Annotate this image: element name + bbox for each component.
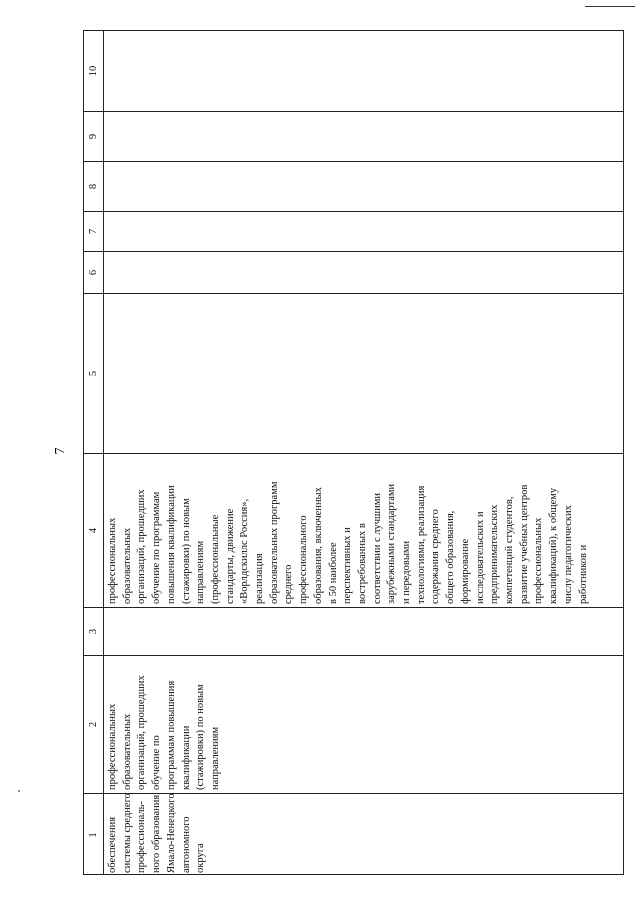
header-cell-9: 9 xyxy=(84,111,103,161)
header-cell-10: 10 xyxy=(88,65,99,77)
cell-text-line: зарубежными стандартами xyxy=(386,483,398,604)
header-cell-7: 7 xyxy=(84,211,103,251)
cell-text-line: образовательных xyxy=(121,713,133,790)
cell-text-line: (стажировки) по новым xyxy=(180,498,192,604)
cell-text-line: предпринимательских xyxy=(489,504,501,604)
cell-text-line: обеспечения xyxy=(107,816,118,873)
cell-text-line: Ямало-Ненецкого xyxy=(165,793,177,873)
cell-text-line: автономного xyxy=(180,816,192,873)
cell-text-line: профессиональных xyxy=(533,517,545,604)
cell-text-line: организаций, прошедших xyxy=(136,675,148,790)
cell-text-line: ного образования xyxy=(151,794,163,873)
cell-text-line: и передовыми xyxy=(401,540,413,604)
cell-text-line: (стажировки) по новым xyxy=(195,684,207,790)
cell-text-line: направлениям xyxy=(209,726,221,790)
data-table xyxy=(84,31,624,875)
cell-text-line: обучение по xyxy=(151,735,163,790)
cell-text-line: образовательных программ xyxy=(268,481,280,604)
table-cell-col-5 xyxy=(104,293,624,453)
cell-text-line: квалификации xyxy=(180,725,192,790)
header-cell-5: 5 xyxy=(84,293,103,453)
cell-text-line: среднего xyxy=(283,564,295,604)
cell-text-line: исследовательских и xyxy=(474,511,486,604)
cell-text-line: профессионального xyxy=(298,515,310,604)
cell-text-line: образовательных xyxy=(121,527,133,604)
cell-text-line: общего образования, xyxy=(445,510,457,604)
page-number: 7 xyxy=(53,447,68,455)
header-cell-1: 1 xyxy=(84,793,103,875)
header-cell-8: 8 xyxy=(84,161,103,211)
table-cell-col-4 xyxy=(104,453,624,607)
cell-text-line: программам повышения xyxy=(165,680,177,790)
table-row xyxy=(104,31,624,875)
cell-text-line: стандарты, движение xyxy=(224,508,236,604)
cell-text-line: профессиональных xyxy=(107,517,118,604)
cell-text-line: реализация xyxy=(254,553,266,604)
header-cell-2: 2 xyxy=(84,655,103,793)
cell-text-line: востребованных в xyxy=(356,523,368,604)
cell-text-line: округа xyxy=(195,843,207,873)
cell-text-line: технологиями, реализация xyxy=(415,485,427,604)
cell-text-line: развитие учебных центров xyxy=(518,484,530,604)
table-cell-col-2 xyxy=(104,655,624,793)
table-header-row xyxy=(84,31,104,875)
cell-text-line: работников и xyxy=(577,544,589,604)
header-cell-3: 3 xyxy=(84,607,103,655)
table-cell-col-7 xyxy=(104,211,624,251)
cell-text-line: формирование xyxy=(459,538,471,604)
cell-text-line: соответствии с лучшими xyxy=(371,493,383,604)
table-frame xyxy=(83,30,624,875)
cell-text-line: повышения квалификации xyxy=(165,485,177,604)
cell-text-line: «Ворлдскиллс Россия», xyxy=(239,498,251,604)
cell-text-line: (профессиональные xyxy=(209,514,221,604)
table-cell-col-9 xyxy=(104,111,624,161)
cell-text-line: профессиональных xyxy=(107,703,118,790)
cell-text-line: обучение по программам xyxy=(151,491,163,604)
table-cell-col-10 xyxy=(104,31,624,111)
cell-text-line: организаций, прошедших xyxy=(136,489,148,604)
table-cell-col-1 xyxy=(104,793,624,875)
header-cell-6: 6 xyxy=(84,251,103,293)
cell-text-line: содержания среднего xyxy=(430,509,442,604)
table-cell-col-8 xyxy=(104,161,624,211)
cell-text-line: направлениям xyxy=(195,540,207,604)
table-cell-col-6 xyxy=(104,251,624,293)
cell-text-line: квалификаций), к общему xyxy=(548,487,560,604)
top-edge-line xyxy=(585,6,635,7)
table-cell-col-3 xyxy=(104,607,624,655)
header-cell-4: 4 xyxy=(84,453,103,607)
cell-text-line: компетенций студентов, xyxy=(503,496,515,604)
cell-text-line: профессиональ- xyxy=(136,801,148,873)
cell-text-line: образования, включенных xyxy=(312,487,324,604)
scan-speck xyxy=(18,790,20,792)
cell-text-line: в 50 наиболее xyxy=(327,542,339,604)
cell-text-line: числу педагогических xyxy=(562,505,574,604)
cell-text-line: системы среднего xyxy=(121,793,133,873)
cell-text-line: перспективных и xyxy=(342,527,354,604)
